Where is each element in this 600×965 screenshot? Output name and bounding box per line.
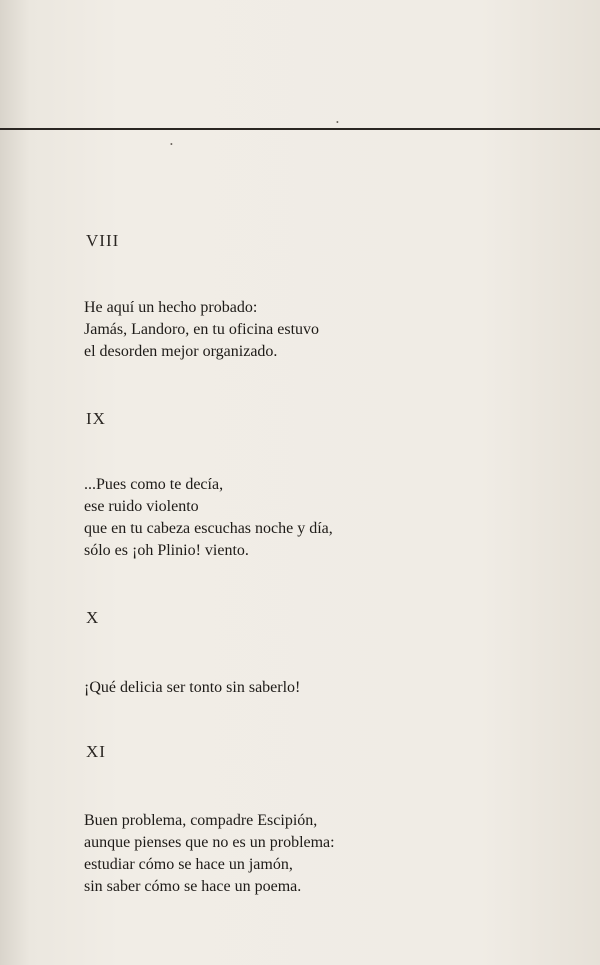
section-numeral-x: X xyxy=(86,608,100,627)
verse-line: sólo es ¡oh Plinio! viento. xyxy=(84,542,249,559)
stanza-x xyxy=(84,677,300,699)
verse-line: el desorden mejor organizado. xyxy=(84,343,278,360)
verse-line: ese ruido violento xyxy=(84,498,199,515)
section-numeral-ix: IX xyxy=(86,409,106,428)
stanza-xi xyxy=(84,810,335,898)
verse-line: He aquí un hecho probado: xyxy=(84,299,258,316)
verse-line: ...Pues como te decía, xyxy=(84,476,224,493)
header-rule xyxy=(0,128,600,130)
ink-speck: • xyxy=(170,140,173,149)
verse-line: Jamás, Landoro, en tu oficina estuvo xyxy=(84,321,320,338)
verse-line: Buen problema, compadre Escipión, xyxy=(84,812,318,829)
ink-speck: • xyxy=(336,118,339,127)
verse-line: ¡Qué delicia ser tonto sin saberlo! xyxy=(84,679,301,696)
section-numeral-xi: XI xyxy=(86,742,106,761)
verse-line: sin saber cómo se hace un poema. xyxy=(84,878,302,895)
stanza-viii xyxy=(84,297,319,363)
section-numeral-viii: VIII xyxy=(86,231,120,250)
stanza-ix xyxy=(84,474,333,562)
verse-line: estudiar cómo se hace un jamón, xyxy=(84,856,293,873)
verse-line: aunque pienses que no es un problema: xyxy=(84,834,335,851)
verse-line: que en tu cabeza escuchas noche y día, xyxy=(84,520,333,537)
